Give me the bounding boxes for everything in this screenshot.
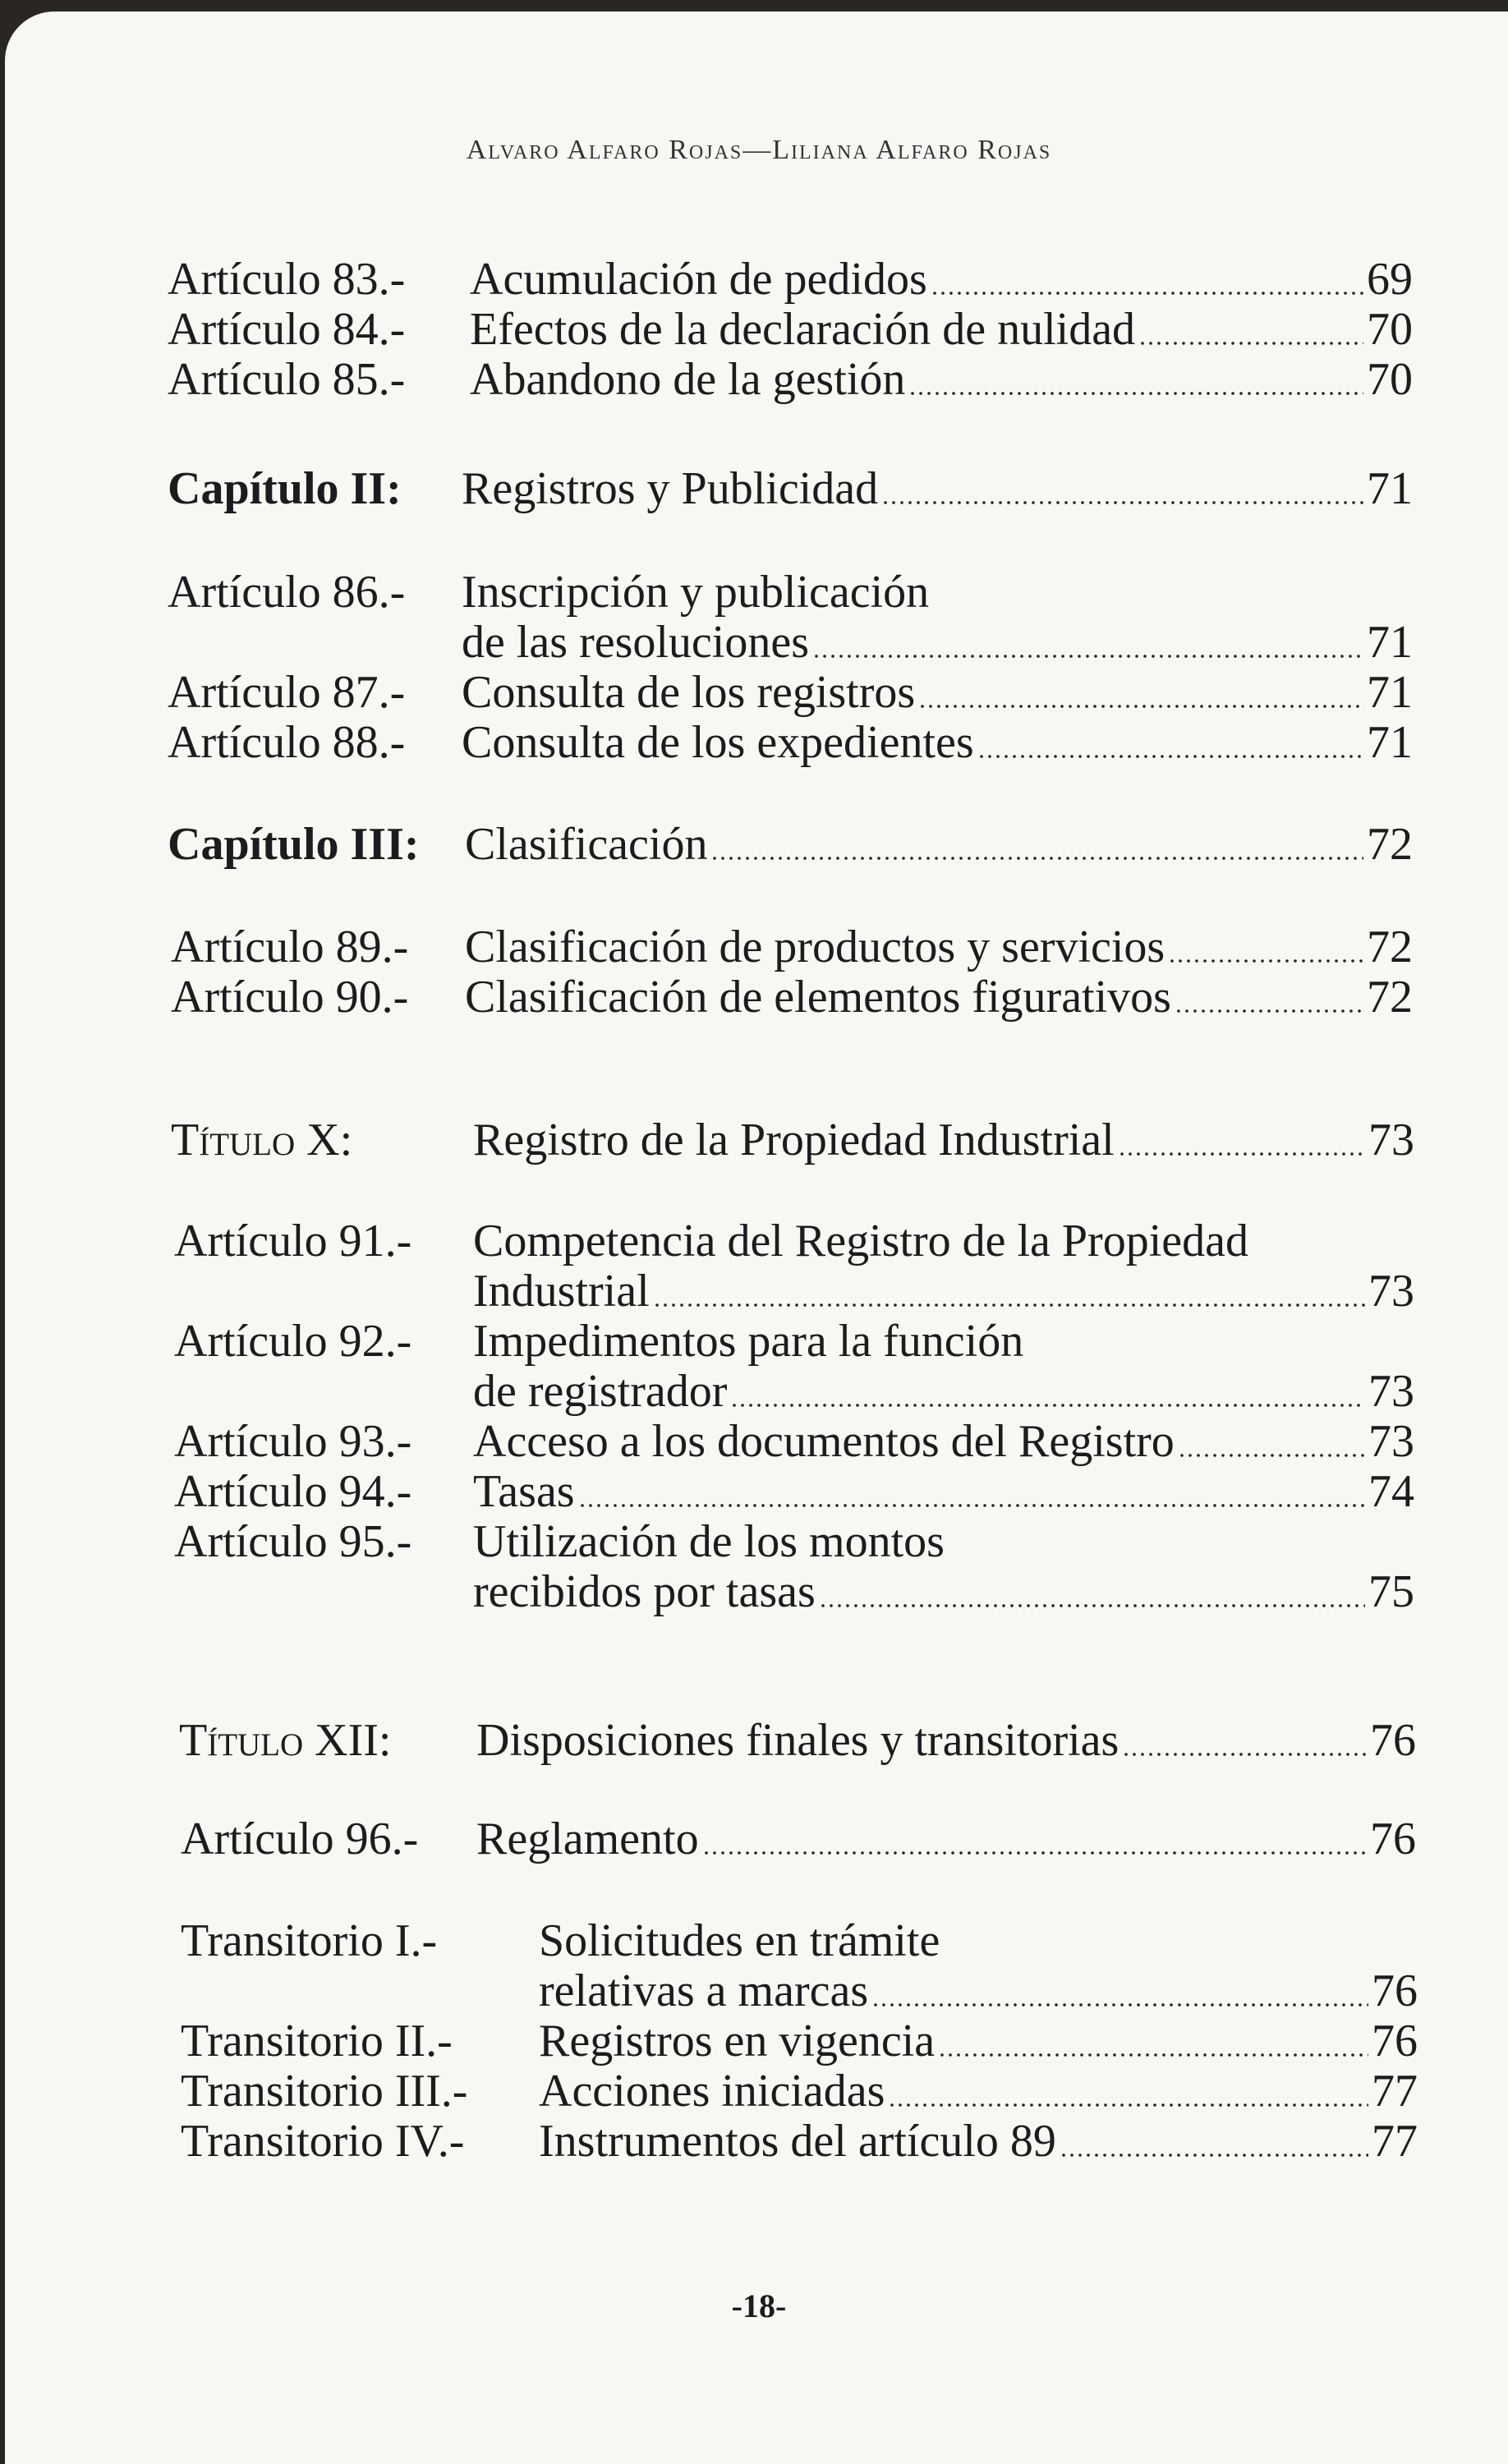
entry-title: Efectos de la declaración de nulidad	[470, 304, 1136, 355]
entry-label: Transitorio II.-	[181, 2016, 453, 2066]
toc-entry	[181, 2116, 1418, 2167]
entry-title: Consulta de los expedientes	[462, 717, 974, 768]
entry-title: Solicitudes en trámite	[539, 1915, 940, 1966]
chapter-label: Capítulo II:	[168, 463, 402, 514]
entry-title: de las resoluciones	[462, 617, 809, 668]
entry-title: Registros en vigencia	[539, 2016, 936, 2066]
leader-dots	[710, 857, 1363, 860]
toc-entry-continuation	[181, 1965, 1418, 2016]
entry-label: Artículo 95.-	[174, 1516, 412, 1567]
toc-entry	[168, 354, 1413, 405]
leader-dots	[819, 1604, 1365, 1607]
entry-label: Transitorio I.-	[181, 1915, 438, 1966]
toc-entry	[168, 567, 1413, 618]
entry-title: Abandono de la gestión	[470, 354, 906, 405]
leader-dots	[702, 1851, 1367, 1855]
entry-page: 71	[1367, 617, 1413, 668]
entry-title: Disposiciones finales y transitorias	[476, 1715, 1120, 1766]
leader-dots	[653, 1303, 1365, 1307]
entry-title: Tasas	[473, 1466, 575, 1517]
title-label: Título XII:	[179, 1715, 392, 1766]
toc-entry	[174, 1416, 1414, 1467]
entry-title: recibidos por tasas	[473, 1566, 816, 1617]
toc-entry	[171, 922, 1413, 972]
entry-title: Instrumentos del artículo 89	[539, 2116, 1056, 2167]
leader-dots	[1178, 1454, 1365, 1457]
entry-page: 74	[1368, 1466, 1414, 1517]
entry-page: 76	[1372, 1965, 1418, 2016]
entry-title: Consulta de los registros	[462, 667, 916, 718]
toc-entry-continuation	[168, 617, 1413, 668]
entry-label: Artículo 86.-	[168, 567, 406, 618]
entry-label: Artículo 88.-	[168, 717, 406, 768]
leader-dots	[1175, 1009, 1363, 1013]
entry-title: Utilización de los montos	[473, 1516, 945, 1567]
leader-dots	[578, 1504, 1365, 1507]
leader-dots	[1138, 342, 1363, 345]
entry-page: 71	[1367, 717, 1413, 768]
entry-page: 72	[1367, 819, 1413, 870]
page-number: -18-	[731, 2287, 787, 2324]
entry-title: Clasificación de elementos figurativos	[465, 972, 1171, 1023]
entry-title: Clasificación	[465, 819, 708, 870]
leader-dots	[1168, 959, 1363, 963]
entry-page: 76	[1370, 1715, 1416, 1766]
toc-entry-continuation	[174, 1566, 1414, 1617]
entry-title: Impedimentos para la función	[473, 1316, 1024, 1367]
leader-dots	[938, 2053, 1368, 2057]
entry-page: 73	[1368, 1266, 1414, 1317]
toc-chapter-entry	[168, 819, 1413, 870]
book-page	[5, 11, 1508, 2464]
toc-entry	[181, 1915, 1418, 1966]
leader-dots	[977, 755, 1363, 758]
entry-title: relativas a marcas	[539, 1965, 869, 2016]
leader-dots	[888, 2103, 1368, 2107]
toc-entry	[181, 2066, 1418, 2117]
toc-entry	[174, 1466, 1414, 1517]
toc-entry	[168, 667, 1413, 718]
toc-entry	[181, 1814, 1416, 1864]
entry-title: Reglamento	[476, 1814, 699, 1864]
toc-entry	[168, 304, 1413, 355]
entry-title: Registros y Publicidad	[462, 463, 879, 514]
chapter-label: Capítulo III:	[168, 819, 420, 870]
entry-page: 73	[1368, 1416, 1414, 1467]
toc-entry	[171, 972, 1413, 1023]
leader-dots	[881, 501, 1363, 504]
entry-title: Acumulación de pedidos	[470, 254, 927, 305]
entry-page: 76	[1372, 2016, 1418, 2066]
entry-label: Artículo 85.-	[168, 354, 406, 405]
toc-entry	[174, 1316, 1414, 1367]
leader-dots	[1122, 1753, 1367, 1756]
leader-dots	[908, 392, 1363, 395]
entry-page: 77	[1372, 2066, 1418, 2117]
entry-label: Transitorio III.-	[181, 2066, 468, 2117]
toc-entry-continuation	[174, 1266, 1414, 1317]
toc-title-entry	[171, 1115, 1414, 1165]
entry-label: Artículo 90.-	[171, 972, 409, 1023]
leader-dots	[730, 1404, 1365, 1407]
leader-dots	[1118, 1152, 1365, 1156]
entry-label: Artículo 96.-	[181, 1814, 419, 1864]
entry-title: Acciones iniciadas	[539, 2066, 885, 2117]
entry-title: Competencia del Registro de la Propiedad	[473, 1216, 1248, 1266]
entry-title: Inscripción y publicación	[462, 567, 930, 618]
entry-label: Artículo 93.-	[174, 1416, 412, 1467]
entry-page: 70	[1367, 304, 1413, 355]
entry-label: Artículo 94.-	[174, 1466, 412, 1517]
entry-title: de registrador	[473, 1366, 728, 1417]
entry-label: Artículo 83.-	[168, 254, 406, 305]
entry-title: Acceso a los documentos del Registro	[473, 1416, 1175, 1467]
title-label: Título X:	[171, 1115, 353, 1165]
entry-page: 72	[1367, 972, 1413, 1023]
entry-page: 71	[1367, 463, 1413, 514]
leader-dots	[812, 655, 1363, 658]
entry-label: Artículo 87.-	[168, 667, 406, 718]
leader-dots	[1060, 2154, 1368, 2157]
leader-dots	[918, 705, 1363, 708]
toc-entry	[174, 1216, 1414, 1266]
toc-entry-continuation	[174, 1366, 1414, 1417]
running-header: Alvaro Alfaro Rojas—Liliana Alfaro Rojas	[466, 135, 1052, 165]
entry-title: Clasificación de productos y servicios	[465, 922, 1165, 972]
entry-title: Registro de la Propiedad Industrial	[473, 1115, 1115, 1165]
toc-entry	[168, 254, 1413, 305]
entry-label: Artículo 89.-	[171, 922, 409, 972]
entry-page: 75	[1368, 1566, 1414, 1617]
entry-title: Industrial	[473, 1266, 650, 1317]
leader-dots	[931, 292, 1363, 295]
entry-label: Artículo 84.-	[168, 304, 406, 355]
toc-entry	[168, 717, 1413, 768]
entry-page: 70	[1367, 354, 1413, 405]
toc-title-entry	[179, 1715, 1416, 1766]
entry-label: Artículo 92.-	[174, 1316, 412, 1367]
entry-page: 76	[1370, 1814, 1416, 1864]
toc-entry	[181, 2016, 1418, 2066]
toc-entry	[174, 1516, 1414, 1567]
toc-chapter-entry	[168, 463, 1413, 514]
entry-label: Transitorio IV.-	[181, 2116, 465, 2167]
entry-page: 72	[1367, 922, 1413, 972]
leader-dots	[871, 2003, 1368, 2007]
entry-page: 71	[1367, 667, 1413, 718]
entry-page: 69	[1367, 254, 1413, 305]
entry-page: 77	[1372, 2116, 1418, 2167]
entry-label: Artículo 91.-	[174, 1216, 412, 1266]
entry-page: 73	[1368, 1366, 1414, 1417]
entry-page: 73	[1368, 1115, 1414, 1165]
